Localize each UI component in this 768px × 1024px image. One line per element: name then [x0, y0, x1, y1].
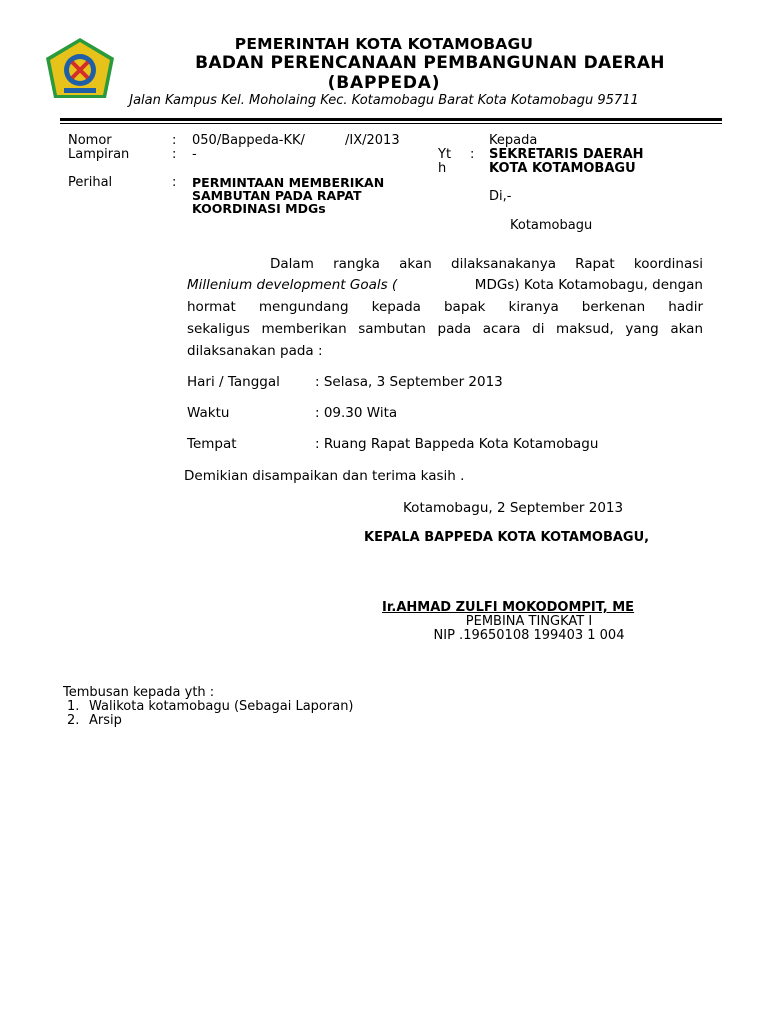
bappeda-logo — [44, 36, 116, 100]
sign-place-date: Kotamobagu, 2 September 2013 — [403, 500, 624, 516]
lampiran-colon: : — [172, 147, 177, 162]
waktu-label: Waktu — [187, 405, 230, 421]
nomor-value: 050/Bappeda-KK/ — [192, 133, 305, 148]
lampiran-value: - — [192, 147, 197, 162]
perihal-line-1: PERMINTAAN MEMBERIKAN — [192, 175, 385, 190]
sign-title: KEPALA BAPPEDA KOTA KOTAMOBAGU, — [364, 530, 650, 545]
body-line-1: Dalam rangka akan dilaksanakanya Rapat koordinasi — [270, 256, 703, 272]
body-line-5: dilaksanakan pada : — [187, 343, 323, 359]
closing-text: Demikian disampaikan dan terima kasih . — [184, 468, 465, 484]
sign-rank: PEMBINA TINGKAT I — [465, 614, 593, 629]
perihal-line-3: KOORDINASI MDGs — [192, 201, 326, 216]
perihal-line-2: SAMBUTAN PADA RAPAT — [192, 188, 362, 203]
header-address: Jalan Kampus Kel. Moholaing Kec. Kotamobagu Barat Kota Kotamobagu 95711 — [129, 93, 639, 108]
body-line-3: hormat mengundang kepada bapak kiranya berkenan hadir — [187, 299, 703, 315]
header-gov-name: PEMERINTAH KOTA KOTAMOBAGU — [234, 35, 534, 53]
recipient-line-1: SEKRETARIS DAERAH — [489, 147, 644, 162]
cc-number-1: 1. — [67, 699, 80, 714]
body-line-2-rest: MDGs) Kota Kotamobagu, dengan — [474, 277, 703, 293]
sign-nip: NIP .19650108 199403 1 004 — [433, 628, 625, 643]
recipient-kepada: Kepada — [489, 133, 538, 148]
recipient-yth-2: h — [438, 161, 447, 176]
perihal-label: Perihal — [68, 175, 113, 190]
lampiran-label: Lampiran — [68, 147, 130, 162]
tempat-label: Tempat — [187, 436, 237, 452]
recipient-yth-1: Yt — [438, 147, 452, 162]
header-rule-thick — [60, 118, 722, 121]
recipient-line-2: KOTA KOTAMOBAGU — [489, 161, 636, 176]
header-agency-abbr: (BAPPEDA) — [327, 73, 441, 93]
nomor-colon: : — [172, 133, 177, 148]
recipient-di: Di,- — [489, 189, 512, 204]
waktu-value: : 09.30 Wita — [315, 405, 398, 421]
recipient-city: Kotamobagu — [510, 218, 593, 233]
tempat-value: : Ruang Rapat Bappeda Kota Kotamobagu — [315, 436, 599, 452]
hari-label: Hari / Tanggal — [187, 374, 280, 390]
cc-label: Tembusan kepada yth : — [63, 685, 215, 700]
recipient-colon: : — [470, 147, 475, 162]
sign-name: Ir.AHMAD ZULFI MOKODOMPIT, ME — [382, 600, 635, 615]
body-line-2 — [187, 277, 703, 293]
header-rule-thin — [60, 123, 722, 124]
cc-item-1: Walikota kotamobagu (Sebagai Laporan) — [89, 699, 354, 714]
hari-value: : Selasa, 3 September 2013 — [315, 374, 503, 390]
body-line-4: sekaligus memberikan sambutan pada acara di maksud, yang akan — [187, 321, 703, 337]
nomor-suffix: /IX/2013 — [345, 133, 400, 148]
header-agency-name: BADAN PERENCANAAN PEMBANGUNAN DAERAH — [195, 53, 665, 73]
body-italic-term: Millenium development Goals ( — [187, 277, 398, 293]
perihal-colon: : — [172, 175, 177, 190]
cc-item-2: Arsip — [89, 713, 122, 728]
cc-number-2: 2. — [67, 713, 80, 728]
nomor-label: Nomor — [68, 133, 112, 148]
